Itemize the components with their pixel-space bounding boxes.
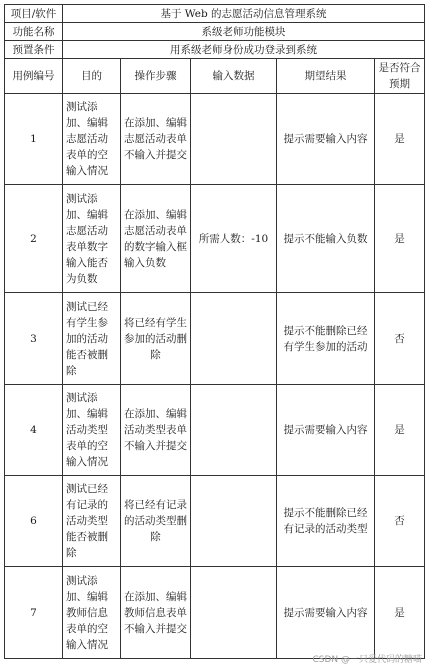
case-purpose: 测试添加、编辑志愿活动表单的空输入情况 [63, 94, 121, 185]
case-purpose: 测试已经有记录的活动类型能否被删除 [63, 476, 121, 567]
column-header: 是否符合预期 [375, 59, 425, 94]
case-expected: 提示需要输入内容 [277, 94, 375, 185]
case-input [191, 476, 277, 567]
case-id: 2 [5, 185, 63, 293]
precondition-value: 用系级老师身份成功登录到系统 [63, 41, 425, 59]
column-header-row [5, 59, 425, 94]
project-row [5, 5, 425, 23]
table-row [5, 293, 425, 385]
case-result: 是 [375, 567, 425, 659]
project-label: 项目/软件 [5, 5, 63, 23]
case-result: 否 [375, 293, 425, 385]
module-label: 功能名称 [5, 23, 63, 41]
case-id: 1 [5, 94, 63, 185]
case-id: 3 [5, 293, 63, 385]
case-result: 是 [375, 94, 425, 185]
column-header: 目的 [63, 59, 121, 94]
case-steps: 将已经有学生参加的活动删除 [121, 293, 191, 385]
case-purpose: 测试已经有学生参加的活动能否被删除 [63, 293, 121, 385]
case-purpose: 测试添加、编辑志愿活动表单数字输入能否为负数 [63, 185, 121, 293]
case-expected: 提示不能删除已经有记录的活动类型 [277, 476, 375, 567]
module-row [5, 23, 425, 41]
test-case-document [4, 4, 424, 659]
case-id: 4 [5, 385, 63, 476]
case-steps: 在添加、编辑教师信息表单不输入并提交 [121, 567, 191, 659]
table-row [5, 185, 425, 293]
case-steps: 在添加、编辑志愿活动表单不输入并提交 [121, 94, 191, 185]
table-row [5, 385, 425, 476]
table-row [5, 567, 425, 659]
case-result: 否 [375, 476, 425, 567]
case-purpose: 测试添加、编辑教师信息表单的空输入情况 [63, 567, 121, 659]
module-value: 系级老师功能模块 [63, 23, 425, 41]
case-id: 7 [5, 567, 63, 659]
column-header: 用例编号 [5, 59, 63, 94]
case-expected: 提示不能删除已经有学生参加的活动 [277, 293, 375, 385]
case-id: 6 [5, 476, 63, 567]
column-header: 操作步骤 [121, 59, 191, 94]
case-result: 是 [375, 385, 425, 476]
case-steps: 在添加、编辑志愿活动表单的数字输入框输入负数 [121, 185, 191, 293]
case-steps: 在添加、编辑活动类型表单不输入并提交 [121, 385, 191, 476]
case-expected: 提示需要输入内容 [277, 567, 375, 659]
precondition-row [5, 41, 425, 59]
column-header: 期望结果 [277, 59, 375, 94]
column-header: 输入数据 [191, 59, 277, 94]
case-input [191, 385, 277, 476]
case-expected: 提示需要输入内容 [277, 385, 375, 476]
case-expected: 提示不能输入负数 [277, 185, 375, 293]
case-purpose: 测试添加、编辑活动类型表单的空输入情况 [63, 385, 121, 476]
case-input: 所需人数：-10 [191, 185, 277, 293]
case-input [191, 293, 277, 385]
watermark: CSDN @一只爱代码的糖喵 [312, 655, 422, 665]
table-row [5, 476, 425, 567]
case-result: 是 [375, 185, 425, 293]
precondition-label: 预置条件 [5, 41, 63, 59]
case-input [191, 94, 277, 185]
table-row [5, 94, 425, 185]
case-steps: 将已经有记录的活动类型删除 [121, 476, 191, 567]
project-value: 基于 Web 的志愿活动信息管理系统 [63, 5, 425, 23]
test-case-table [4, 4, 425, 659]
case-input [191, 567, 277, 659]
